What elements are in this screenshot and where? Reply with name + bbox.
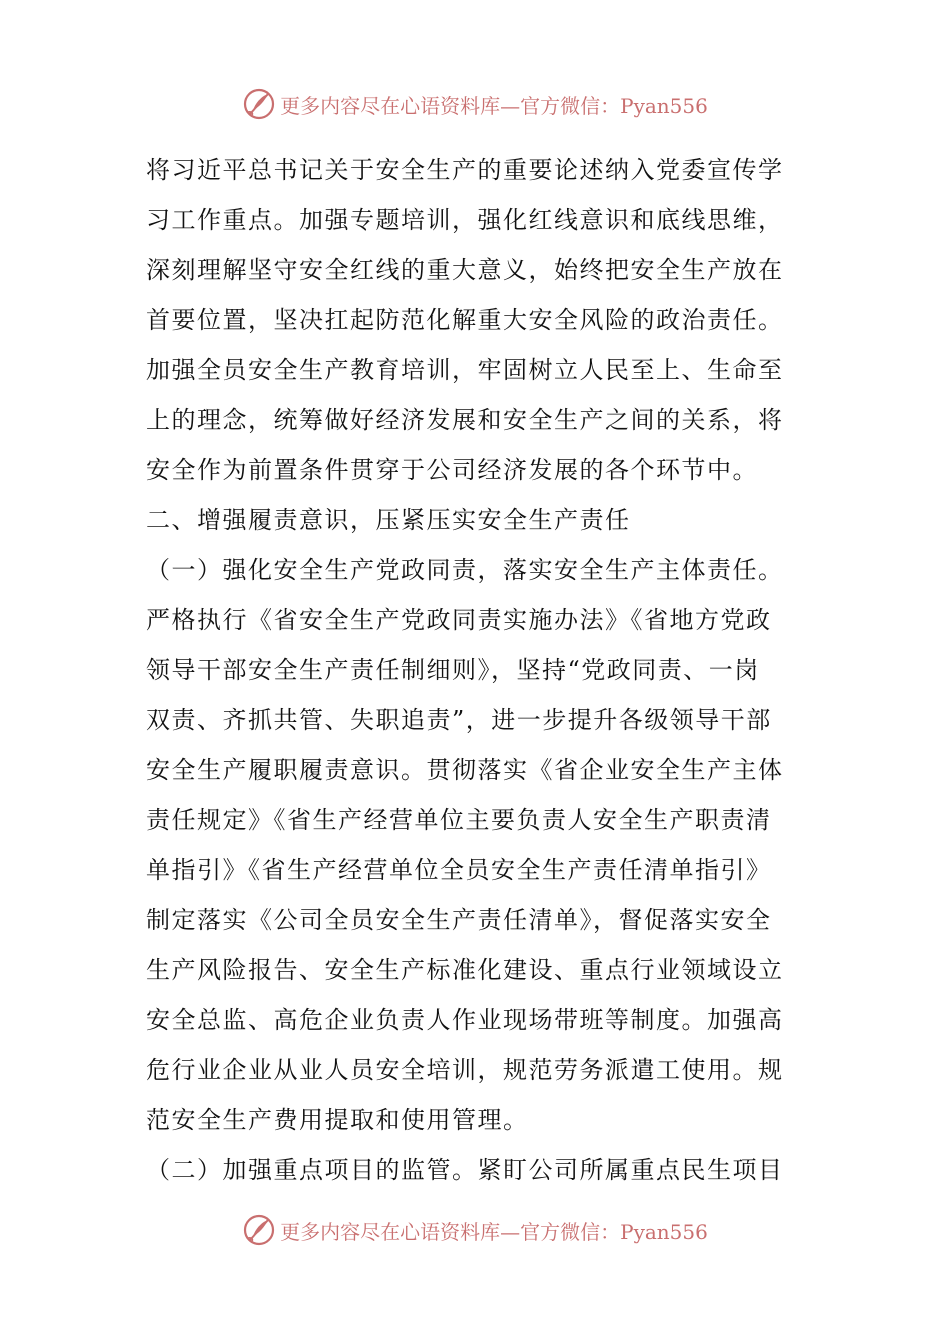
body-line: 首要位置，坚决扛起防范化解重大安全风险的政治责任。 [146, 306, 784, 334]
body-line: 习工作重点。加强专题培训，强化红线意识和底线思维， [146, 206, 784, 234]
body-line: 生产风险报告、安全生产标准化建设、重点行业领域设立 [146, 956, 784, 984]
section-heading: 二、增强履责意识，压紧压实安全生产责任 [146, 506, 631, 534]
document-body [146, 145, 810, 1195]
footer-watermark [0, 1210, 950, 1250]
body-line: 将习近平总书记关于安全生产的重要论述纳入党委宣传学 [146, 156, 784, 184]
body-line: 双责、齐抓共管、失职追责”，进一步提升各级领导干部 [146, 706, 772, 734]
subsection-heading: （一）强化安全生产党政同责，落实安全生产主体责任。 [146, 556, 784, 584]
body-line: 安全生产履职履责意识。贯彻落实《省企业安全生产主体 [146, 756, 784, 784]
body-line: 安全总监、高危企业负责人作业现场带班等制度。加强高 [146, 1006, 784, 1034]
body-line: 领导干部安全生产责任制细则》，坚持“党政同责、一岗 [146, 656, 760, 684]
body-line: 制定落实《公司全员安全生产责任清单》，督促落实安全 [146, 906, 772, 934]
quill-pen-logo-icon [242, 87, 276, 121]
body-line: 安全作为前置条件贯穿于公司经济发展的各个环节中。 [146, 456, 758, 484]
quill-pen-logo-icon [242, 1213, 276, 1247]
body-line: 单指引》《省生产经营单位全员安全生产责任清单指引》 [146, 856, 772, 884]
body-line: 严格执行《省安全生产党政同责实施办法》《省地方党政 [146, 606, 772, 634]
subsection-heading: （二）加强重点项目的监管。紧盯公司所属重点民生项目 [146, 1156, 784, 1184]
watermark-text: 更多内容尽在心语资料库—官方微信：Pyan556 [280, 1219, 708, 1244]
body-line: 上的理念，统筹做好经济发展和安全生产之间的关系，将 [146, 406, 784, 434]
body-line: 责任规定》《省生产经营单位主要负责人安全生产职责清 [146, 806, 772, 834]
body-line: 深刻理解坚守安全红线的重大意义，始终把安全生产放在 [146, 256, 784, 284]
body-line: 加强全员安全生产教育培训，牢固树立人民至上、生命至 [146, 356, 784, 384]
header-watermark [0, 84, 950, 124]
body-line: 范安全生产费用提取和使用管理。 [146, 1106, 529, 1134]
body-line: 危行业企业从业人员安全培训，规范劳务派遣工使用。规 [146, 1056, 784, 1084]
watermark-text: 更多内容尽在心语资料库—官方微信：Pyan556 [280, 93, 708, 118]
